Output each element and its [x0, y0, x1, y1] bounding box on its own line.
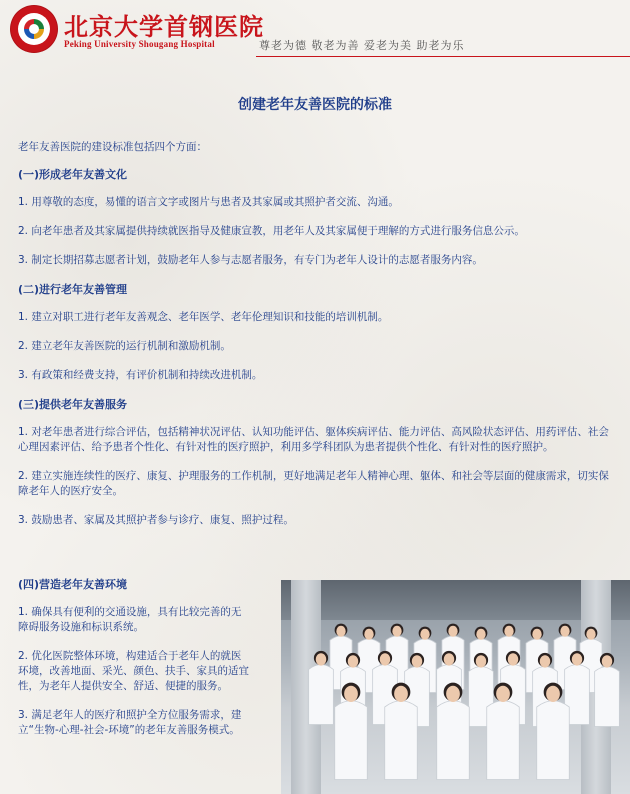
article-body: [18, 140, 616, 542]
list-item: 3. 有政策和经费支持，有评价机制和持续改进机制。: [18, 369, 263, 381]
list-item: 1. 确保具有便利的交通设施，具有比较完善的无障碍服务设施和标识系统。: [18, 606, 242, 633]
section-title-management: (二)进行老年友善管理: [18, 283, 128, 296]
header-divider: [256, 56, 630, 57]
list-item: 2. 优化医院整体环境，构建适合于老年人的就医环境，改善地面、采光、颜色、扶手、家具的适宜性，为老年人提供安全、舒适、便捷的服务。: [18, 650, 249, 692]
section-environment: [18, 577, 250, 752]
list-item: 1. 建立对职工进行老年友善观念、老年医学、老年伦理知识和技能的培训机制。: [18, 311, 389, 323]
list-item: 3. 制定长期招募志愿者计划，鼓励老年人参与志愿者服务，有专门为老年人设计的志愿者服务内容。: [18, 254, 483, 266]
hospital-logo-icon[interactable]: [11, 6, 57, 52]
hospital-name-en: Peking University Shougang Hospital: [64, 39, 215, 49]
section-title-environment: (四)营造老年友善环境: [18, 578, 128, 591]
list-item: 3. 鼓励患者、家属及其照护者参与诊疗、康复、照护过程。: [18, 514, 294, 526]
list-item: 3. 满足老年人的医疗和照护全方位服务需求，建立“生物-心理-社会-环境”的老年友善服务模式。: [18, 709, 242, 736]
site-header: [0, 0, 630, 62]
list-item: 1. 对老年患者进行综合评估，包括精神状况评估、认知功能评估、躯体疾病评估、能力评估、高风险状态评估、用药评估、社会心理因素评估、给予患者个性化、有针对性的医疗照护，利用多学科团队为患者提供个性化、有针对性的医疗照护。: [18, 426, 609, 453]
list-item: 1. 用尊敬的态度，易懂的语言文字或图片与患者及其家属或其照护者交流、沟通。: [18, 196, 399, 208]
list-item: 2. 向老年患者及其家属提供持续就医指导及健康宣教，用老年人及其家属便于理解的方式进行服务信息公示。: [18, 225, 525, 237]
list-item: 2. 建立实施连续性的医疗、康复、护理服务的工作机制，更好地满足老年人精神心理、躯体、和社会等层面的健康需求，切实保障老年人的医疗安全。: [18, 470, 609, 497]
hospital-slogan: 尊老为德 敬老为善 爱老为美 助老为乐: [259, 39, 465, 52]
hospital-name-cn: 北京大学首钢医院: [64, 12, 264, 41]
intro-text: 老年友善医院的建设标准包括四个方面：: [18, 141, 207, 153]
section-title-culture: (一)形成老年友善文化: [18, 168, 128, 181]
staff-group-photo: [281, 580, 630, 794]
list-item: 2. 建立老年友善医院的运行机制和激励机制。: [18, 340, 231, 352]
section-title-service: (三)提供老年友善服务: [18, 398, 128, 411]
page-title: 创建老年友善医院的标准: [238, 97, 392, 113]
